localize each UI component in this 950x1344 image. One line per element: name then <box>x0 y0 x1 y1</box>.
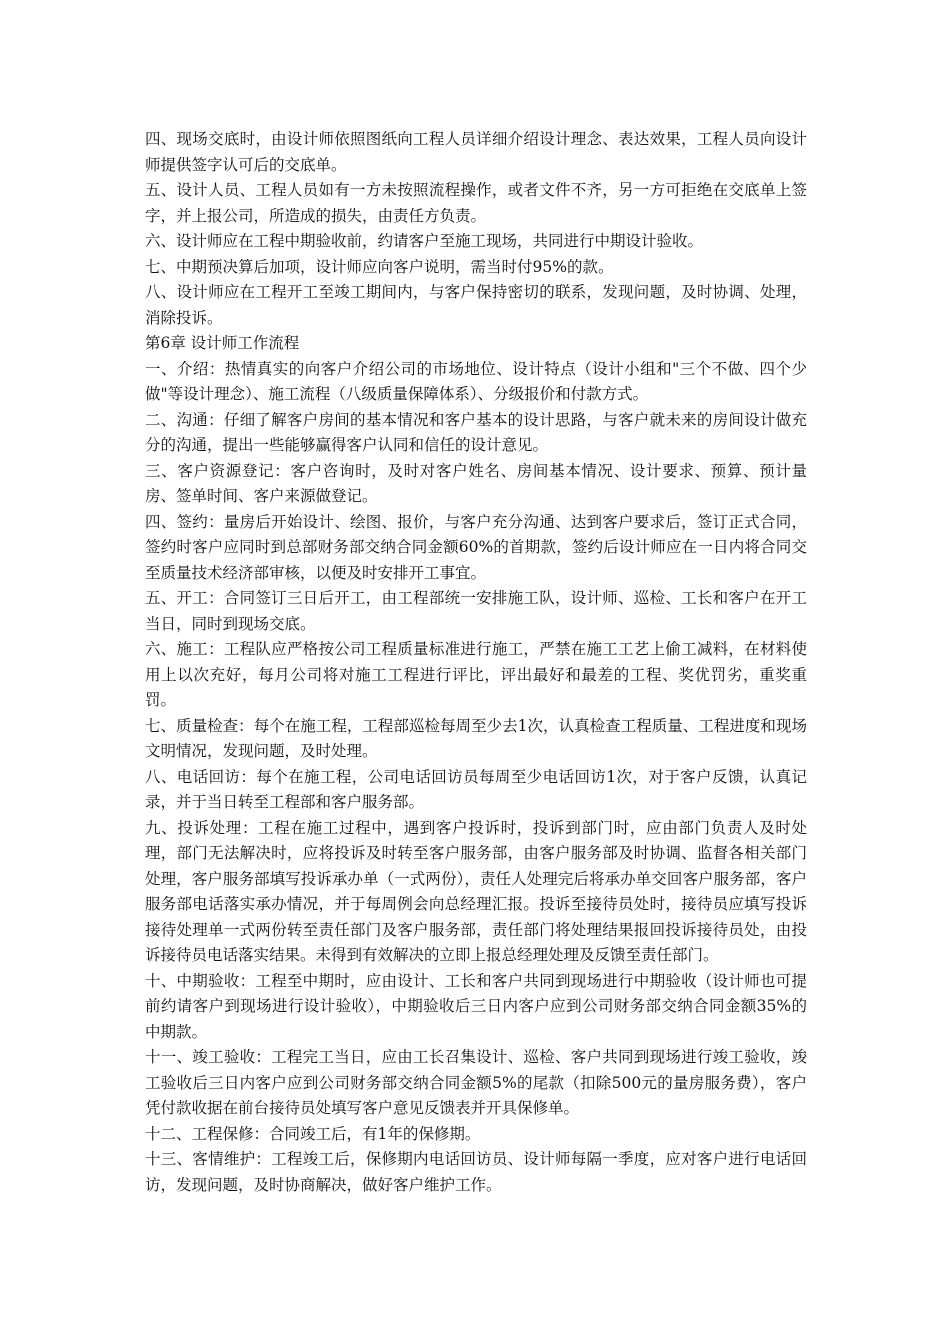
step-10-midterm-acceptance: 十、中期验收：工程至中期时，应由设计、工长和客户共同到现场进行中期验收（设计师也可提前约请客户到现场进行设计验收），中期验收后三日内客户应到公司财务部交纳合同金额35%的中期款。 <box>145 971 807 1041</box>
step-7-quality-check: 七、质量检查：每个在施工程，工程部巡检每周至少去1次，认真检查工程质量、工程进度和现场文明情况，发现问题，及时处理。 <box>145 716 807 760</box>
step-4-signing: 四、签约：量房后开始设计、绘图、报价，与客户充分沟通、达到客户要求后，签订正式合同，签约时客户应同时到总部财务部交纳合同金额60%的首期款，签约后设计师应在一日内将合同交至质量技术经济部审核，以便及时安排开工事宜。 <box>145 512 807 582</box>
paragraph-8-client-contact: 八、设计师应在工程开工至竣工期间内，与客户保持密切的联系，发现问题，及时协调、处理，消除投诉。 <box>145 283 807 327</box>
paragraph-5-process-compliance: 五、设计人员、工程人员如有一方未按照流程操作，或者文件不齐，另一方可拒绝在交底单上签字，并上报公司，所造成的损失，由责任方负责。 <box>145 181 807 225</box>
step-6-construction: 六、施工：工程队应严格按公司工程质量标准进行施工，严禁在施工工艺上偷工减料，在材料使用上以次充好，每月公司将对施工工程进行评比，评出最好和最差的工程、奖优罚劣，重奖重罚。 <box>145 640 807 709</box>
step-11-final-acceptance: 十一、竣工验收：工程完工当日，应由工长召集设计、巡检、客户共同到现场进行竣工验收，竣工验收后三日内客户应到公司财务部交纳合同金额5%的尾款（扣除500元的量房服务费），客户凭付款收据在前台接待员处填写客户意见反馈表并开具保修单。 <box>145 1048 807 1117</box>
step-2-communication: 二、沟通：仔细了解客户房间的基本情况和客户基本的设计思路，与客户就未来的房间设计做充分的沟通，提出一些能够赢得客户认同和信任的设计意见。 <box>145 410 807 454</box>
paragraph-4-site-handover: 四、现场交底时，由设计师依照图纸向工程人员详细介绍设计理念、表达效果，工程人员向设计师提供签字认可后的交底单。 <box>145 130 807 174</box>
step-13-client-maintenance: 十三、客情维护：工程竣工后，保修期内电话回访员、设计师每隔一季度，应对客户进行电话回访，发现问题，及时协商解决，做好客户维护工作。 <box>145 1150 807 1194</box>
step-8-phone-followup: 八、电话回访：每个在施工程，公司电话回访员每周至少电话回访1次，对于客户反馈，认真记录，并于当日转至工程部和客户服务部。 <box>145 767 807 811</box>
step-1-introduction: 一、介绍：热情真实的向客户介绍公司的市场地位、设计特点（设计小组和"三个不做、四个少做"等设计理念）、施工流程（八级质量保障体系）、分级报价和付款方式。 <box>145 359 807 403</box>
step-5-start: 五、开工：合同签订三日后开工，由工程部统一安排施工队，设计师、巡检、工长和客户在开工当日，同时到现场交底。 <box>145 589 807 633</box>
step-12-warranty: 十二、工程保修：合同竣工后，有1年的保修期。 <box>145 1124 481 1143</box>
paragraph-7-additional-items: 七、中期预决算后加项，设计师应向客户说明，需当时付95%的款。 <box>145 257 614 276</box>
paragraph-6-midterm-acceptance: 六、设计师应在工程中期验收前，约请客户至施工现场，共同进行中期设计验收。 <box>145 232 704 250</box>
step-3-registration: 三、客户资源登记：客户咨询时，及时对客户姓名、房间基本情况、设计要求、预算、预计量房、签单时间、客户来源做登记。 <box>145 461 807 505</box>
chapter-heading: 第6章 设计师工作流程 <box>145 334 300 352</box>
document-body <box>145 127 807 1198</box>
step-9-complaint-handling: 九、投诉处理：工程在施工过程中，遇到客户投诉时，投诉到部门时，应由部门负责人及时处理，部门无法解决时，应将投诉及时转至客户服务部，由客户服务部及时协调、监督各相关部门处理，客户服务部填写投诉承办单（一式两份），责任人处理完后将承办单交回客户服务部，客户服务部电话落实承办情况，并于每周例会向总经理汇报。投诉至接待员处时，接待员应填写投诉接待处理单一式两份转至责任部门及客户服务部，责任部门将处理结果报回投诉接待员处，由投诉接待员电话落实结果。未得到有效解决的立即上报总经理处理及反馈至责任部门。 <box>145 818 807 964</box>
